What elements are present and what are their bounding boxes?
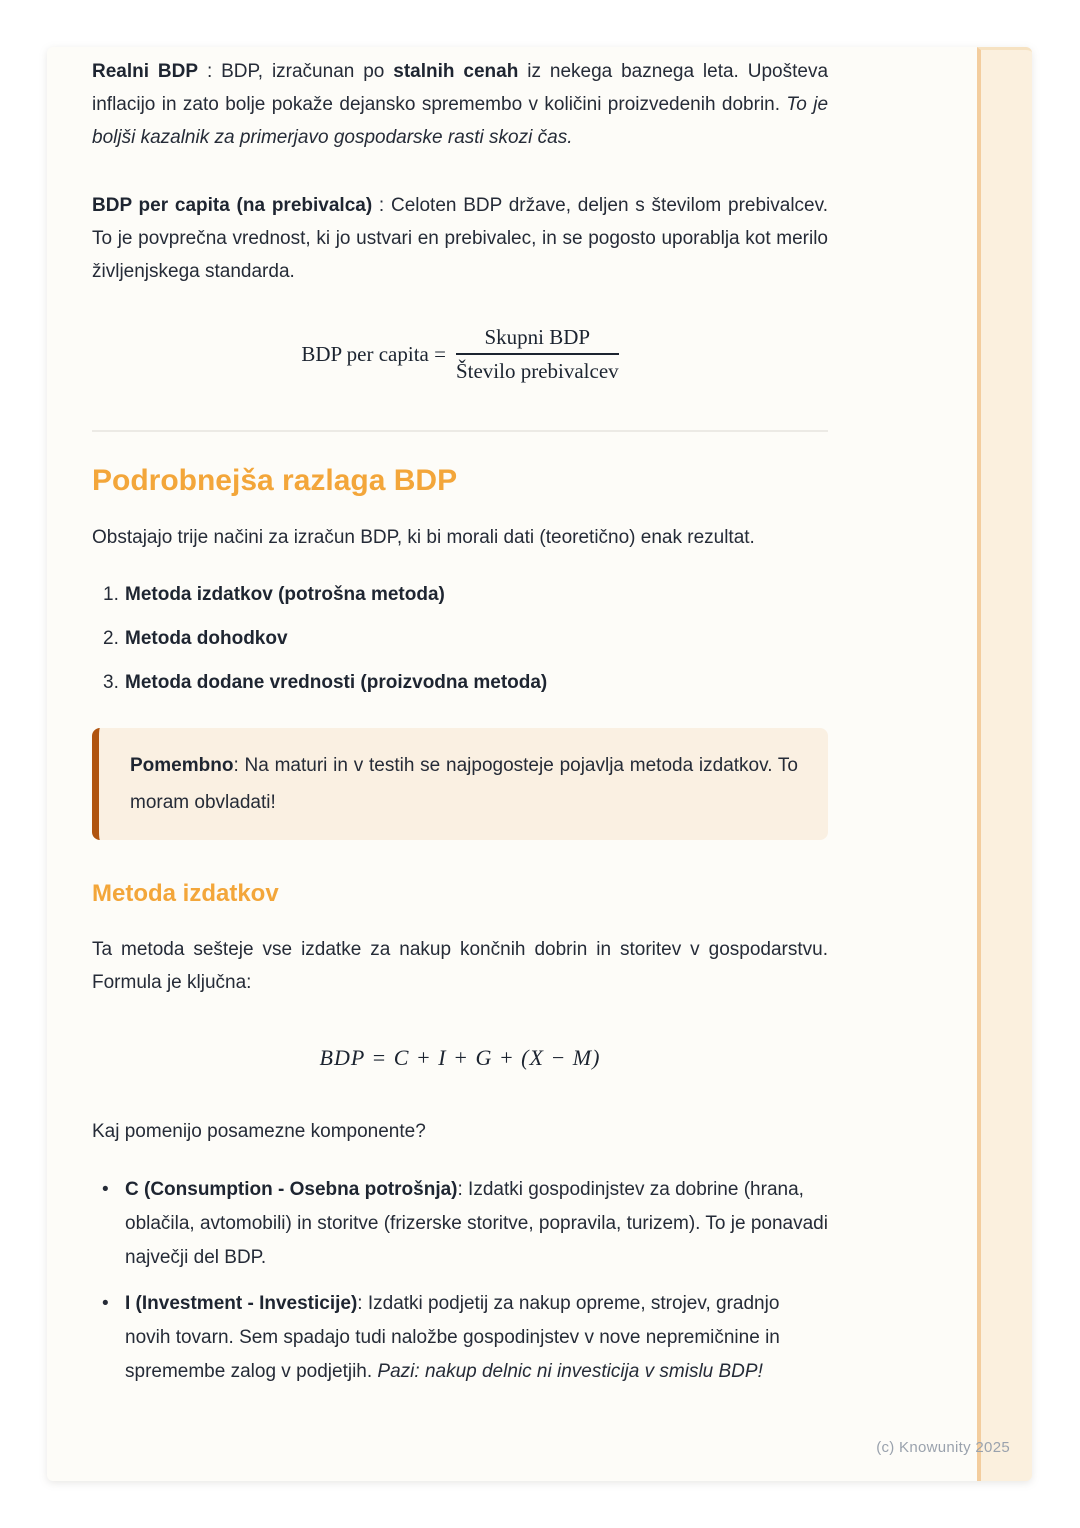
paragraph-bdp-per-capita: BDP per capita (na prebivalca) : Celoten BDP države, deljen s številom prebivalcev. To je povprečna vrednost, ki jo ustvari en prebivalec, in se pogosto uporablja kot merilo življenjskega standarda. [92, 195, 828, 282]
components-question: Kaj pomenijo posamezne komponente? [92, 1121, 426, 1142]
copyright-watermark: (c) Knowunity 2025 [876, 1439, 1010, 1456]
list-label: Metoda izdatkov (potrošna metoda) [125, 584, 445, 605]
term-realni-bdp: Realni BDP [92, 61, 199, 82]
page-content [92, 47, 828, 1389]
bullet-icon: • [102, 1293, 109, 1314]
section-divider [92, 430, 828, 432]
list-label: Metoda dodane vrednosti (proizvodna metoda) [125, 672, 548, 693]
callout-lead: Pomembno [130, 755, 234, 776]
list-number: 2. [103, 628, 119, 649]
term-bdp-per-capita: BDP per capita (na prebivalca) [92, 195, 373, 216]
component-term: I (Investment - Investicije) [125, 1293, 358, 1314]
methods-list [92, 578, 828, 699]
list-item-investment: • I (Investment - Investicije): Izdatki podjetij za nakup opreme, strojev, gradnjo novih tovarn. Sem spadajo tudi naložbe gospodinjstev v nove nepremičnine in spremembe zalog v podjetjih. Pazi: nakup delnic ni investicija v smislu BDP! [92, 1287, 828, 1389]
section-title: Podrobnejša razlaga BDP [92, 464, 458, 497]
list-item-method-2 [92, 622, 828, 655]
subsection-title-metoda-izdatkov: Metoda izdatkov [92, 880, 279, 907]
page-accent-strip [977, 47, 1032, 1481]
list-item-method-3 [92, 666, 828, 699]
term-stalne-cene: stalnih cenah [393, 61, 519, 82]
list-number: 3. [103, 672, 119, 693]
fraction-denominator: Število prebivalcev [455, 359, 619, 383]
list-number: 1. [103, 584, 119, 605]
component-warning-note: Pazi: nakup delnic ni investicija v smislu BDP! [377, 1361, 763, 1382]
component-term: C (Consumption - Osebna potrošnja) [125, 1179, 458, 1200]
formula-fraction [456, 324, 619, 384]
components-list [92, 1173, 828, 1389]
italic-note: To je boljši kazalnik za primerjavo gospodarske rasti skozi čas. [92, 94, 829, 148]
important-callout: Pomembno: Na maturi in v testih se najpogosteje pojavlja metoda izdatkov. To moram obvladati! [92, 728, 828, 840]
paragraph-realni-bdp: Realni BDP : BDP, izračunan po stalnih cenah iz nekega baznega leta. Upošteva inflacijo in zato bolje pokaže dejansko spremembo v količini proizvedenih dobrin. To je boljši kazalnik za primerjavo gospodarske rasti skozi čas. [92, 61, 829, 148]
list-item-method-1 [92, 578, 828, 611]
formula-lhs: BDP per capita = [301, 341, 446, 366]
document-page [47, 47, 1032, 1481]
list-label: Metoda dohodkov [125, 628, 288, 649]
fraction-numerator: Skupni BDP [456, 324, 619, 355]
expenditure-intro: Ta metoda sešteje vse izdatke za nakup končnih dobrin in storitev v gospodarstvu. Formula je ključna: [92, 939, 828, 993]
formula-bdp-per-capita [92, 324, 828, 384]
bullet-icon: • [102, 1179, 109, 1200]
section-intro: Obstajajo trije načini za izračun BDP, ki bi morali dati (teoretično) enak rezultat. [92, 527, 755, 548]
formula-bdp-expenditure: BDP = C + I + G + (X − M) [319, 1045, 601, 1070]
list-item-consumption: • C (Consumption - Osebna potrošnja): Izdatki gospodinjstev za dobrine (hrana, oblačila, avtomobili) in storitve (frizerske storitve, popravila, turizem). To je ponavadi največji del BDP. [92, 1173, 828, 1275]
